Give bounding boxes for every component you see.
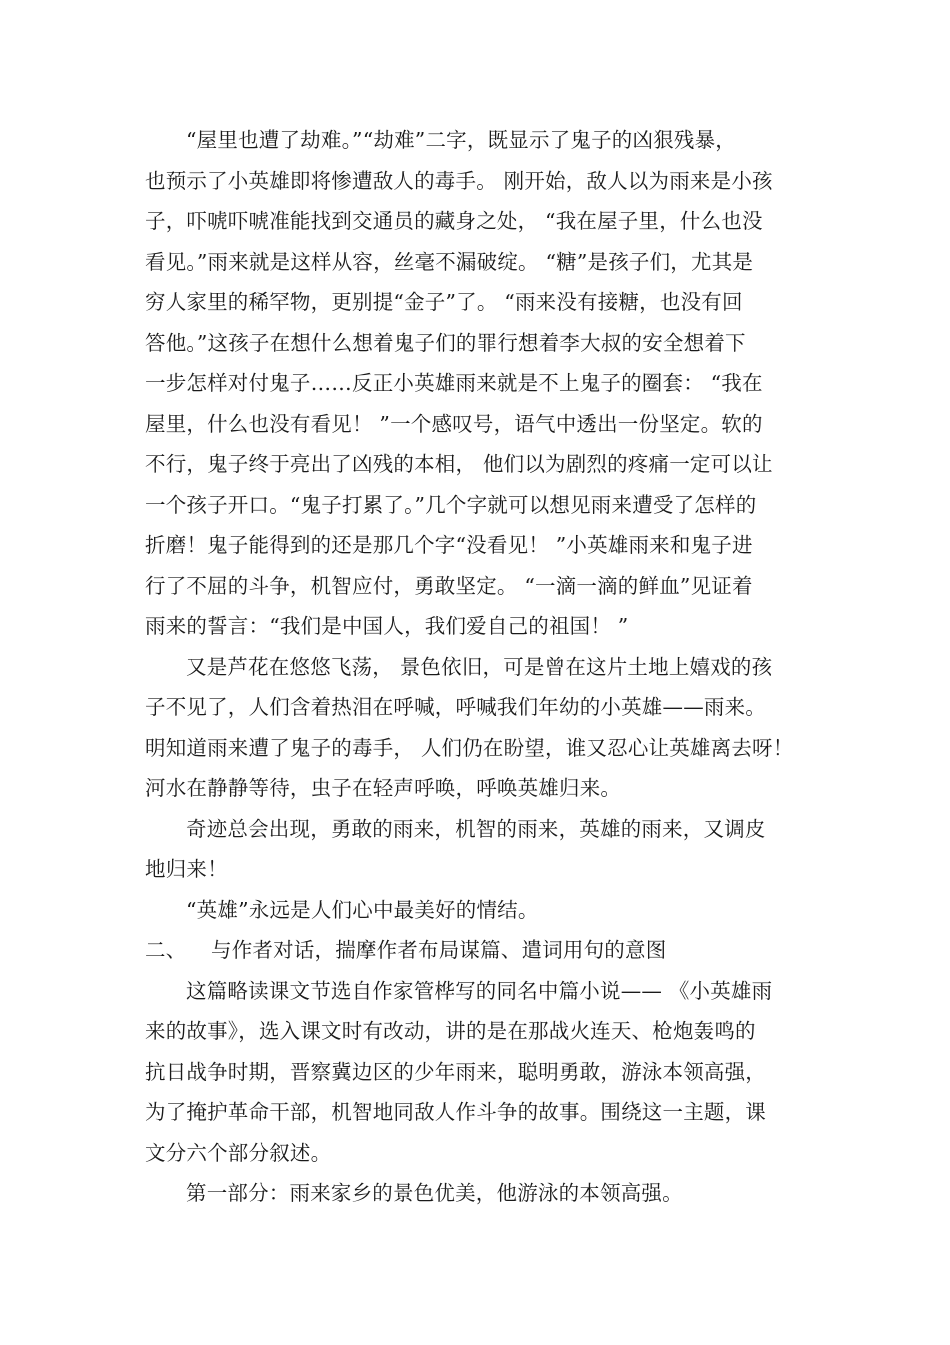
text-line: 看见。”雨来就是这样从容，丝毫不漏破绽。 “糖”是孩子们，尤其是 [145, 249, 754, 274]
text-line: 这篇略读课文节选自作家管桦写的同名中篇小说—— 《小英雄雨 [186, 978, 773, 1003]
text-line: 奇迹总会出现，勇敢的雨来，机智的雨来，英雄的雨来，又调皮 [186, 816, 766, 841]
text-line: 抗日战争时期，晋察冀边区的少年雨来，聪明勇敢，游泳本领高强， [145, 1059, 766, 1084]
section-number: 二、 [145, 938, 187, 962]
text-line: 屋里，什么也没有看见！ ”一个感叹号，语气中透出一份坚定。软的 [145, 411, 763, 436]
text-line: 明知道雨来遭了鬼子的毒手， 人们仍在盼望，谁又忍心让英雄离去呀！ [145, 735, 794, 760]
text-line: 又是芦花在悠悠飞荡， 景色依旧，可是曾在这片土地上嬉戏的孩 [186, 654, 773, 679]
text-line: 雨来的誓言：“我们是中国人，我们爱自己的祖国！ ” [145, 614, 629, 638]
text-line: 行了不屈的斗争，机智应付，勇敢坚定。 “一滴一滴的鲜血”见证着 [145, 573, 753, 598]
text-line: 一步怎样对付鬼子……反正小英雄雨来就是不上鬼子的圈套： “我在 [145, 371, 763, 395]
text-line: 地归来！ [145, 857, 228, 881]
text-line: 答他。”这孩子在想什么想着鬼子们的罪行想着李大叔的安全想着下 [145, 330, 746, 355]
text-line: 子，吓唬吓唬准能找到交通员的藏身之处， “我在屋子里，什么也没 [145, 209, 763, 233]
section-title: 与作者对话，揣摩作者布局谋篇、遣词用句的意图 [211, 938, 667, 962]
body-text [145, 120, 815, 1214]
text-line: “英雄”永远是人们心中最美好的情结。 [186, 897, 539, 922]
text-line: 为了掩护革命干部，机智地同敌人作斗争的故事。围绕这一主题，课 [145, 1100, 766, 1124]
text-line: 一个孩子开口。“鬼子打累了。”几个字就可以想见雨来遭受了怎样的 [145, 492, 757, 517]
section-heading [145, 930, 815, 971]
text-line: 折磨！鬼子能得到的还是那几个字“没看见！ ”小英雄雨来和鬼子进 [145, 533, 753, 557]
text-line: 不行，鬼子终于亮出了凶残的本相， 他们以为剧烈的疼痛一定可以让 [145, 452, 773, 476]
text-line: 河水在静静等待，虫子在轻声呼唤，呼唤英雄归来。 [145, 776, 622, 800]
text-line: 子不见了，人们含着热泪在呼喊，呼喊我们年幼的小英雄——雨来。 [145, 695, 766, 719]
text-line: 来的故事》，选入课文时有改动，讲的是在那战火连天、枪炮轰鸣的 [145, 1019, 756, 1043]
text-line: 也预示了小英雄即将惨遭敌人的毒手。 刚开始，敌人以为雨来是小孩 [145, 168, 773, 193]
text-line: 第一部分：雨来家乡的景色优美，他游泳的本领高强。 [186, 1181, 683, 1205]
text-line: 穷人家里的稀罕物，更别提“金子”了。 “雨来没有接糖，也没有回 [145, 290, 743, 314]
text-line: “屋里也遭了劫难。”“劫难”二字，既显示了鬼子的凶狠残暴， [186, 128, 736, 152]
text-line: 文分六个部分叙述。 [145, 1140, 332, 1165]
